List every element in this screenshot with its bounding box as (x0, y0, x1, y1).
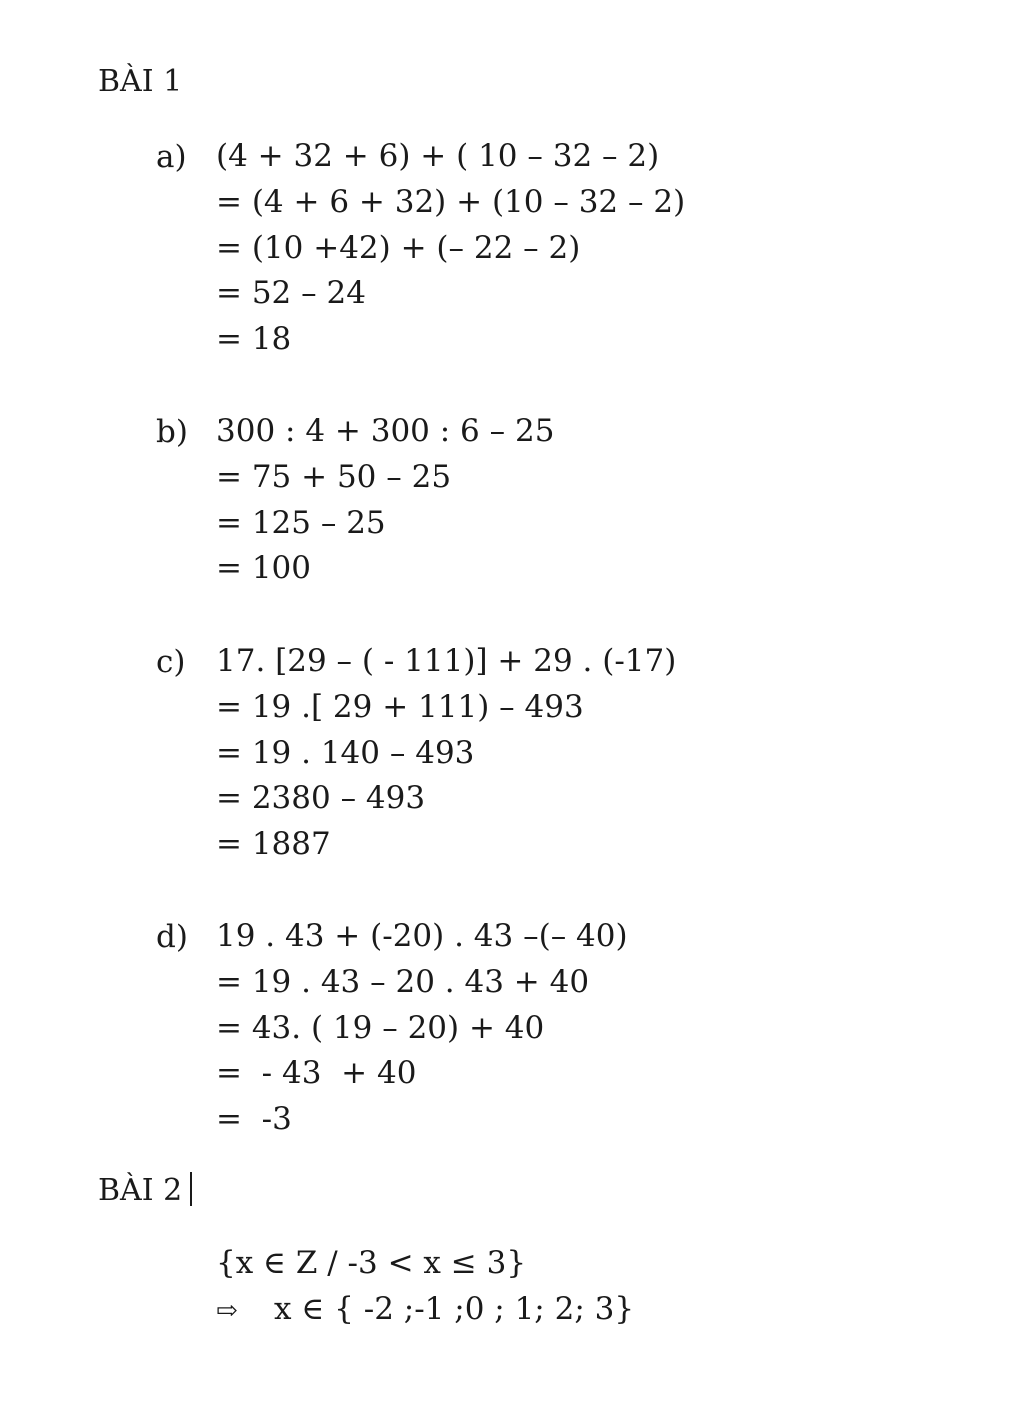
set-definition: {x ∈ Z / -3 < x ≤ 3} (216, 1245, 527, 1281)
calculation-line: = 19 . 43 – 20 . 43 + 40 (216, 963, 590, 1000)
calculation-line: = 1887 (216, 826, 331, 863)
problem-label: b) (156, 414, 188, 450)
calculation-line: = -3 (216, 1101, 292, 1138)
problem-label: a) (156, 139, 187, 175)
calculation-line: = 100 (216, 550, 311, 587)
calculation-line: = 19 . 140 – 493 (216, 734, 475, 771)
implies-arrow-icon: ⇨ (216, 1296, 238, 1326)
calculation-line: = 18 (216, 321, 292, 358)
heading-bai-1: BÀI 1 (98, 64, 183, 99)
calculation-lines (216, 409, 554, 592)
calculation-lines (216, 914, 628, 1143)
calculation-line: = 19 .[ 29 + 111) – 493 (216, 688, 584, 725)
calculation-line: = 43. ( 19 – 20) + 40 (216, 1009, 545, 1046)
calculation-line: 19 . 43 + (-20) . 43 –(– 40) (216, 918, 628, 954)
heading-bai-2-text: BÀI 2 (98, 1173, 183, 1208)
calculation-line: = 2380 – 493 (216, 780, 426, 817)
calculation-line: = 125 – 25 (216, 504, 386, 541)
heading-bai-2 (98, 1172, 192, 1209)
set-answer-line (216, 1286, 634, 1332)
calculation-line: = (4 + 6 + 32) + (10 – 32 – 2) (216, 183, 686, 220)
set-answer-block (216, 1240, 634, 1332)
set-answer: x ∈ { -2 ;-1 ;0 ; 1; 2; 3} (274, 1291, 635, 1327)
calculation-line: 300 : 4 + 300 : 6 – 25 (216, 413, 555, 449)
calculation-lines (216, 639, 676, 868)
calculation-line: = - 43 + 40 (216, 1055, 417, 1092)
calculation-lines (216, 134, 685, 363)
calculation-line: (4 + 32 + 6) + ( 10 – 32 – 2) (216, 138, 660, 174)
calculation-line: = 52 – 24 (216, 275, 366, 312)
calculation-line: = 75 + 50 – 25 (216, 458, 452, 495)
problem-label: d) (156, 919, 188, 955)
problem-label: c) (156, 644, 186, 680)
calculation-line: = (10 +42) + (– 22 – 2) (216, 229, 581, 266)
calculation-line: 17. [29 – ( - 111)] + 29 . (-17) (216, 643, 677, 679)
text-cursor (190, 1172, 192, 1206)
